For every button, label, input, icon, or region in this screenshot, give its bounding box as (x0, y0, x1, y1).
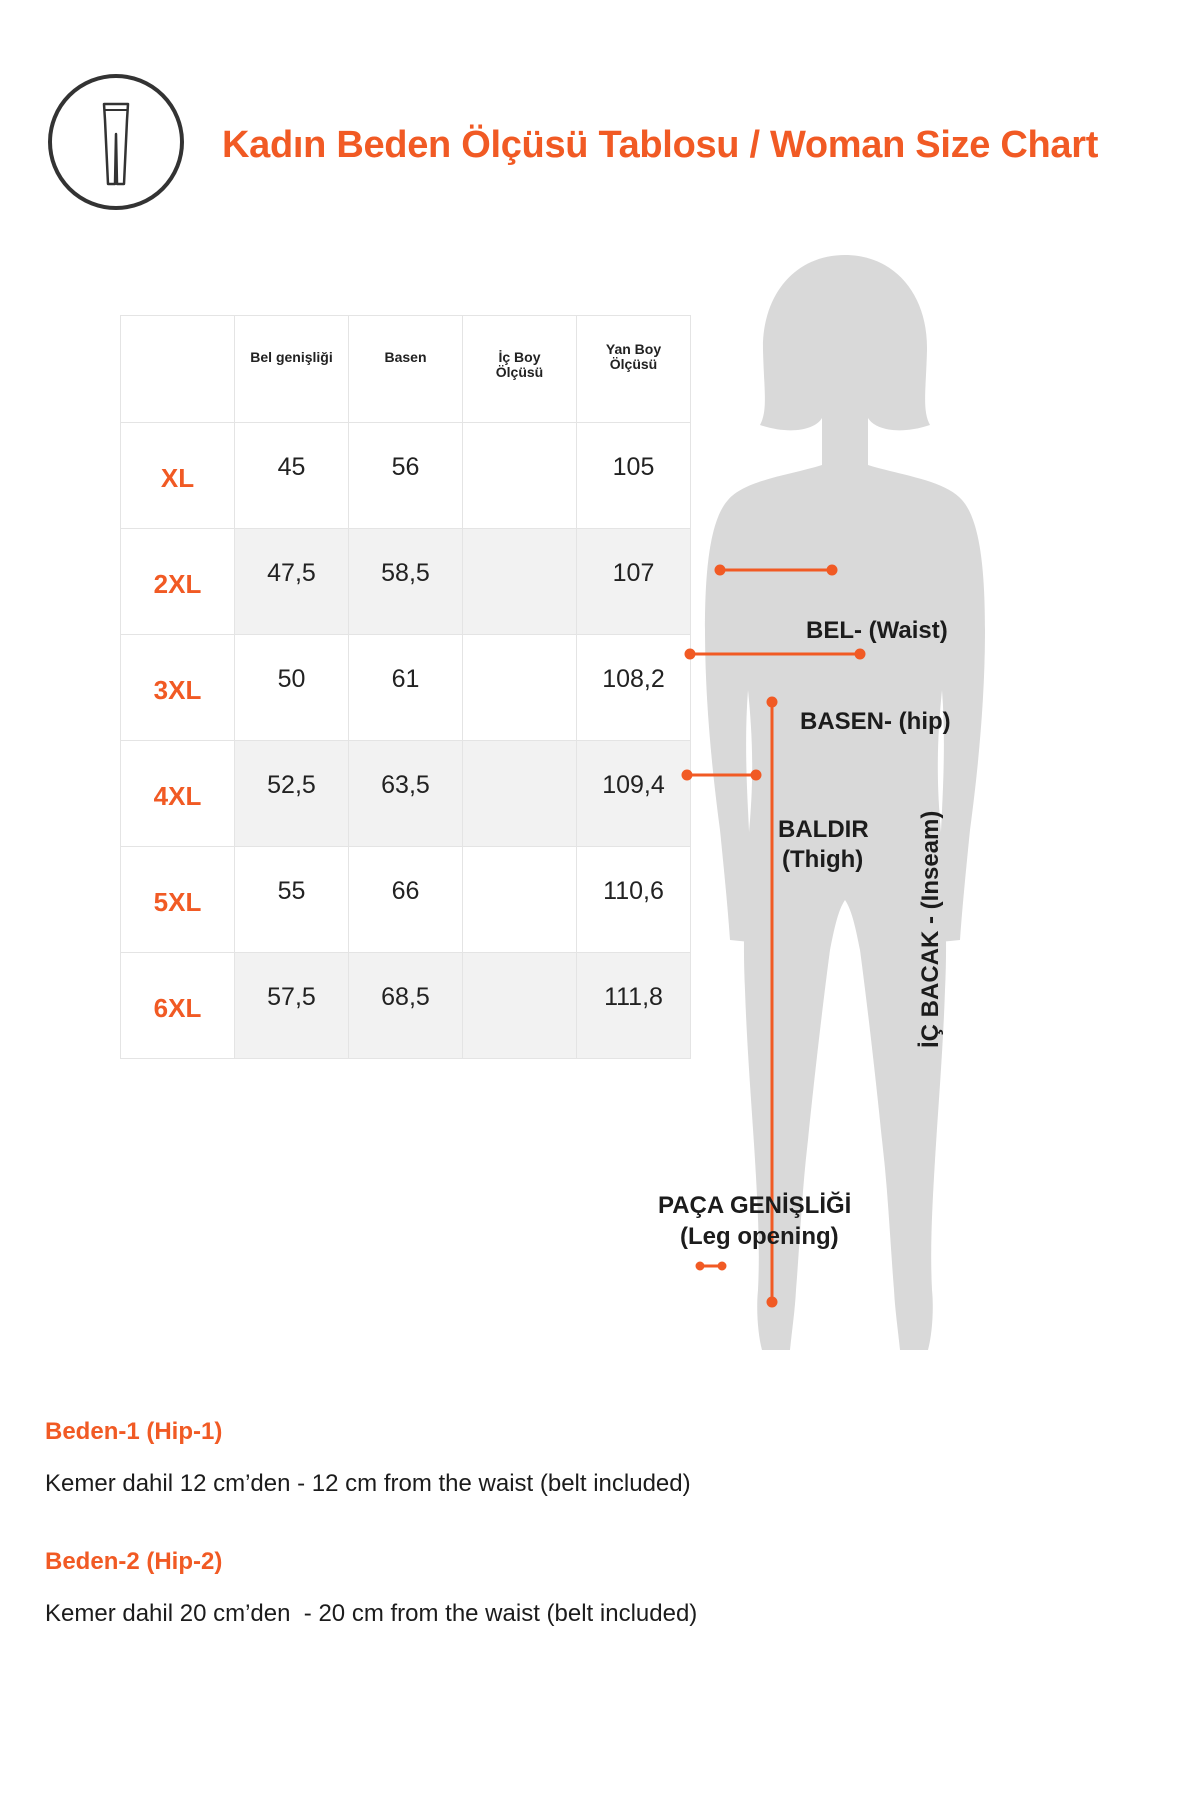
size-cell: 2XL (121, 529, 235, 635)
header-waist: Bel genişliği (235, 316, 349, 423)
table-row (121, 847, 691, 953)
waist-cell: 52,5 (235, 741, 349, 847)
waist-label: BEL- (Waist) (806, 617, 948, 644)
waist-cell: 45 (235, 423, 349, 529)
thigh-label-en: (Thigh) (782, 846, 864, 873)
hip-cell: 58,5 (349, 529, 463, 635)
hip-cell: 63,5 (349, 741, 463, 847)
hip-cell: 66 (349, 847, 463, 953)
leg-opening-label: PAÇA GENİŞLİĞİ (658, 1192, 852, 1219)
side-length-cell: 105 (577, 423, 691, 529)
size-cell: 3XL (121, 635, 235, 741)
thigh-label: BALDIR (778, 816, 869, 843)
hip-cell: 56 (349, 423, 463, 529)
table-row (121, 529, 691, 635)
waist-cell: 50 (235, 635, 349, 741)
inseam-cell (463, 529, 577, 635)
leggings-icon (46, 72, 186, 212)
inseam-cell (463, 847, 577, 953)
inseam-cell (463, 953, 577, 1059)
header-inseam: İç Boy Ölçüsü (463, 316, 577, 423)
header-hip: Basen (349, 316, 463, 423)
size-cell: XL (121, 423, 235, 529)
size-cell: 4XL (121, 741, 235, 847)
size-cell: 6XL (121, 953, 235, 1059)
inseam-label: İÇ BACAK - (Inseam) (917, 810, 944, 1048)
inseam-cell (463, 635, 577, 741)
hip-label: BASEN- (hip) (800, 708, 951, 735)
hip-cell: 61 (349, 635, 463, 741)
note-title-hip-2: Beden-2 (Hip-2) (45, 1548, 223, 1575)
waist-cell: 57,5 (235, 953, 349, 1059)
note-text-hip-1: Kemer dahil 12 cm’den - 12 cm from the waist (belt included) (45, 1470, 691, 1497)
header-size (121, 316, 235, 423)
side-length-cell: 107 (577, 529, 691, 635)
inseam-cell (463, 741, 577, 847)
table-row (121, 423, 691, 529)
side-length-cell: 111,8 (577, 953, 691, 1059)
side-length-cell: 109,4 (577, 741, 691, 847)
inseam-cell (463, 423, 577, 529)
waist-cell: 47,5 (235, 529, 349, 635)
note-text-hip-2: Kemer dahil 20 cm’den - 20 cm from the waist (belt included) (45, 1600, 698, 1627)
waist-cell: 55 (235, 847, 349, 953)
table-row (121, 741, 691, 847)
page-title: Kadın Beden Ölçüsü Tablosu / Woman Size Chart (222, 124, 1099, 166)
side-length-cell: 108,2 (577, 635, 691, 741)
size-table (120, 315, 691, 1059)
table-header-row (121, 316, 691, 423)
table-row (121, 953, 691, 1059)
side-length-cell: 110,6 (577, 847, 691, 953)
leg-opening-label-en: (Leg opening) (680, 1223, 839, 1250)
header-side-length: Yan Boy Ölçüsü (577, 316, 691, 423)
hip-cell: 68,5 (349, 953, 463, 1059)
note-title-hip-1: Beden-1 (Hip-1) (45, 1418, 223, 1445)
table-row (121, 635, 691, 741)
size-cell: 5XL (121, 847, 235, 953)
